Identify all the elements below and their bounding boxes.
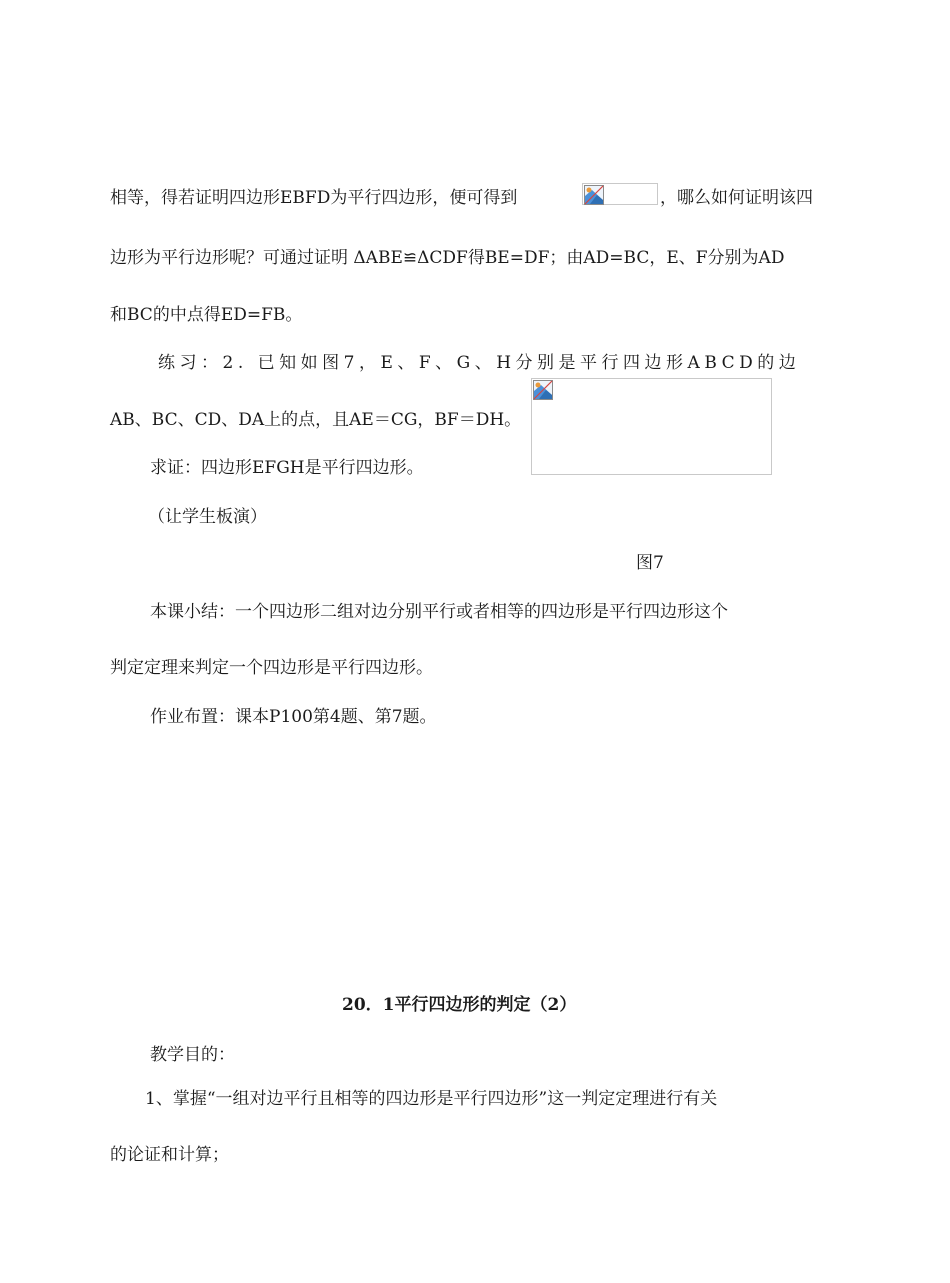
goal-item-continued: 的论证和计算； <box>110 1145 229 1165</box>
exercise-text: 练习：2. 已知如图7，E、F、G、H分别是平行四边形ABCD的边 <box>158 353 801 373</box>
body-text-line <box>660 186 813 210</box>
broken-image-icon <box>584 185 604 205</box>
body-text: ，哪么如何证明该四 <box>660 188 813 208</box>
exercise-line <box>110 408 521 432</box>
body-text: 边形为平行边形呢？可通过证明 ΔABE≌ΔCDF得BE=DF；由AD=BC，E、F分别为AD <box>110 248 785 268</box>
exercise-line <box>158 351 842 375</box>
broken-image-icon <box>533 380 553 400</box>
goal-heading: 教学目的： <box>150 1045 235 1065</box>
body-text: 相等，得若证明四边形EBFD为平行四边形，便可得到 <box>110 188 518 208</box>
prove-line <box>150 456 424 480</box>
homework-line: 作业布置：课本P100第4题、第7题。 <box>150 707 437 727</box>
prove-text: 求证：四边形EFGH是平行四边形。 <box>150 458 424 478</box>
body-text-line <box>110 303 302 327</box>
board-note: （让学生板演） <box>148 507 267 527</box>
figure-7-image <box>531 378 772 475</box>
summary-line: 判定定理来判定一个四边形是平行四边形。 <box>110 658 433 678</box>
goal-item: 1、掌握“一组对边平行且相等的四边形是平行四边形”这一判定定理进行有关 <box>145 1089 718 1109</box>
inline-formula-image <box>582 183 658 205</box>
figure-caption: 图7 <box>636 553 664 573</box>
body-text-line <box>110 186 517 210</box>
section-title: 20．1平行四边形的判定（2） <box>342 995 577 1015</box>
summary-line: 本课小结：一个四边形二组对边分别平行或者相等的四边形是平行四边形这个 <box>150 602 728 622</box>
body-text: 和BC的中点得ED=FB。 <box>110 305 303 325</box>
body-text-line <box>110 246 784 270</box>
exercise-text: AB、BC、CD、DA上的点，且AE＝CG，BF＝DH。 <box>110 410 522 430</box>
